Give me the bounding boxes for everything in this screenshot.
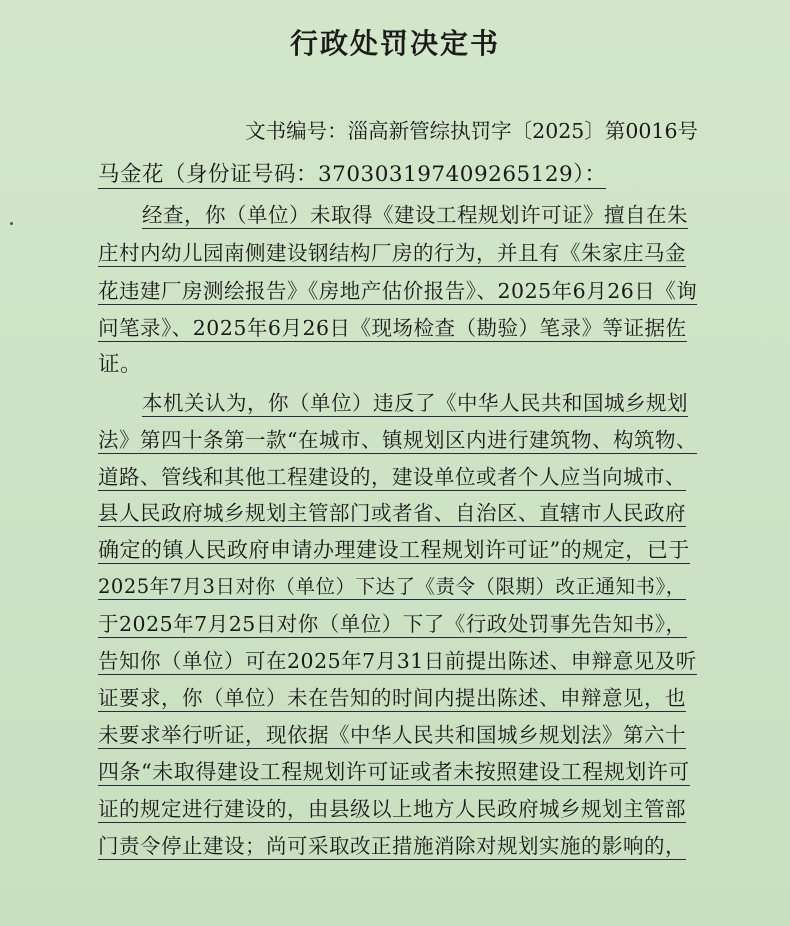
- body-line: [98, 425, 698, 455]
- line-text: 庄村内幼儿园南侧建设钢结构厂房的行为，并且有《朱家庄马金: [98, 241, 686, 265]
- line-text: 未要求举行听证，现依据《中华人民共和国城乡规划法》第六十: [98, 723, 686, 747]
- line-text: 门责令停止建设；尚可采取改正措施消除对规划实施的影响的，: [98, 834, 686, 858]
- body-line: [98, 276, 698, 306]
- line-text: 法》第四十条第一款“在城市、镇规划区内进行建筑物、构筑物、: [98, 428, 697, 452]
- body-line: [98, 462, 698, 492]
- body-line: [98, 794, 698, 824]
- body-line: [98, 498, 698, 528]
- line-text: 花违建厂房测绘报告》《房地产估价报告》、2025年6月26日《询: [98, 279, 698, 303]
- document-number: 文书编号：淄高新管综执罚字〔2025〕第0016号: [245, 119, 698, 143]
- body-line: [98, 831, 698, 861]
- recipient-text: 马金花（身份证号码：370303197409265129）：: [98, 162, 607, 187]
- body-line: [98, 313, 698, 343]
- line-text: 告知你（单位）可在2025年7月31日前提出陈述、申辩意见及听: [98, 649, 697, 673]
- body-line: [98, 350, 698, 380]
- line-text: 于2025年7月25日对你（单位）下了《行政处罚事先告知书》，: [98, 612, 687, 636]
- body-line: [98, 535, 698, 565]
- scan-speck: [10, 222, 13, 225]
- body-line: [98, 646, 698, 676]
- line-text: 证的规定进行建设的，由县级以上地方人民政府城乡规划主管部: [98, 797, 686, 821]
- line-text: 县人民政府城乡规划主管部门或者省、自治区、直辖市人民政府: [98, 501, 686, 525]
- body-line: [98, 757, 698, 787]
- body-line: [98, 683, 698, 713]
- recipient-line: [98, 160, 698, 190]
- body-line: [98, 238, 698, 268]
- body-line: [142, 200, 698, 230]
- line-text: 四条“未取得建设工程规划许可证或者未按照建设工程规划许可: [98, 760, 690, 784]
- line-text: 证。: [98, 352, 143, 377]
- document-title: 行政处罚决定书: [289, 27, 500, 60]
- line-text: 证要求，你（单位）未在告知的时间内提出陈述、申辩意见，也: [98, 686, 686, 710]
- body-line: [98, 572, 698, 602]
- line-text: 问笔录》、2025年6月26日《现场检查（勘验）笔录》等证据佐: [98, 316, 687, 340]
- line-text: 本机关认为，你（单位）违反了《中华人民共和国城乡规划: [142, 391, 688, 415]
- line-text: 经查，你（单位）未取得《建设工程规划许可证》擅自在朱: [142, 203, 688, 227]
- line-text: 2025年7月3日对你（单位）下达了《责令（限期）改正通知书》，: [98, 575, 686, 598]
- body-line: [98, 720, 698, 750]
- body-line: [142, 388, 698, 418]
- body-line: [98, 609, 698, 639]
- line-text: 确定的镇人民政府申请办理建设工程规划许可证”的规定，已于: [98, 538, 690, 562]
- line-text: 道路、管线和其他工程建设的，建设单位或者个人应当向城市、: [98, 465, 686, 489]
